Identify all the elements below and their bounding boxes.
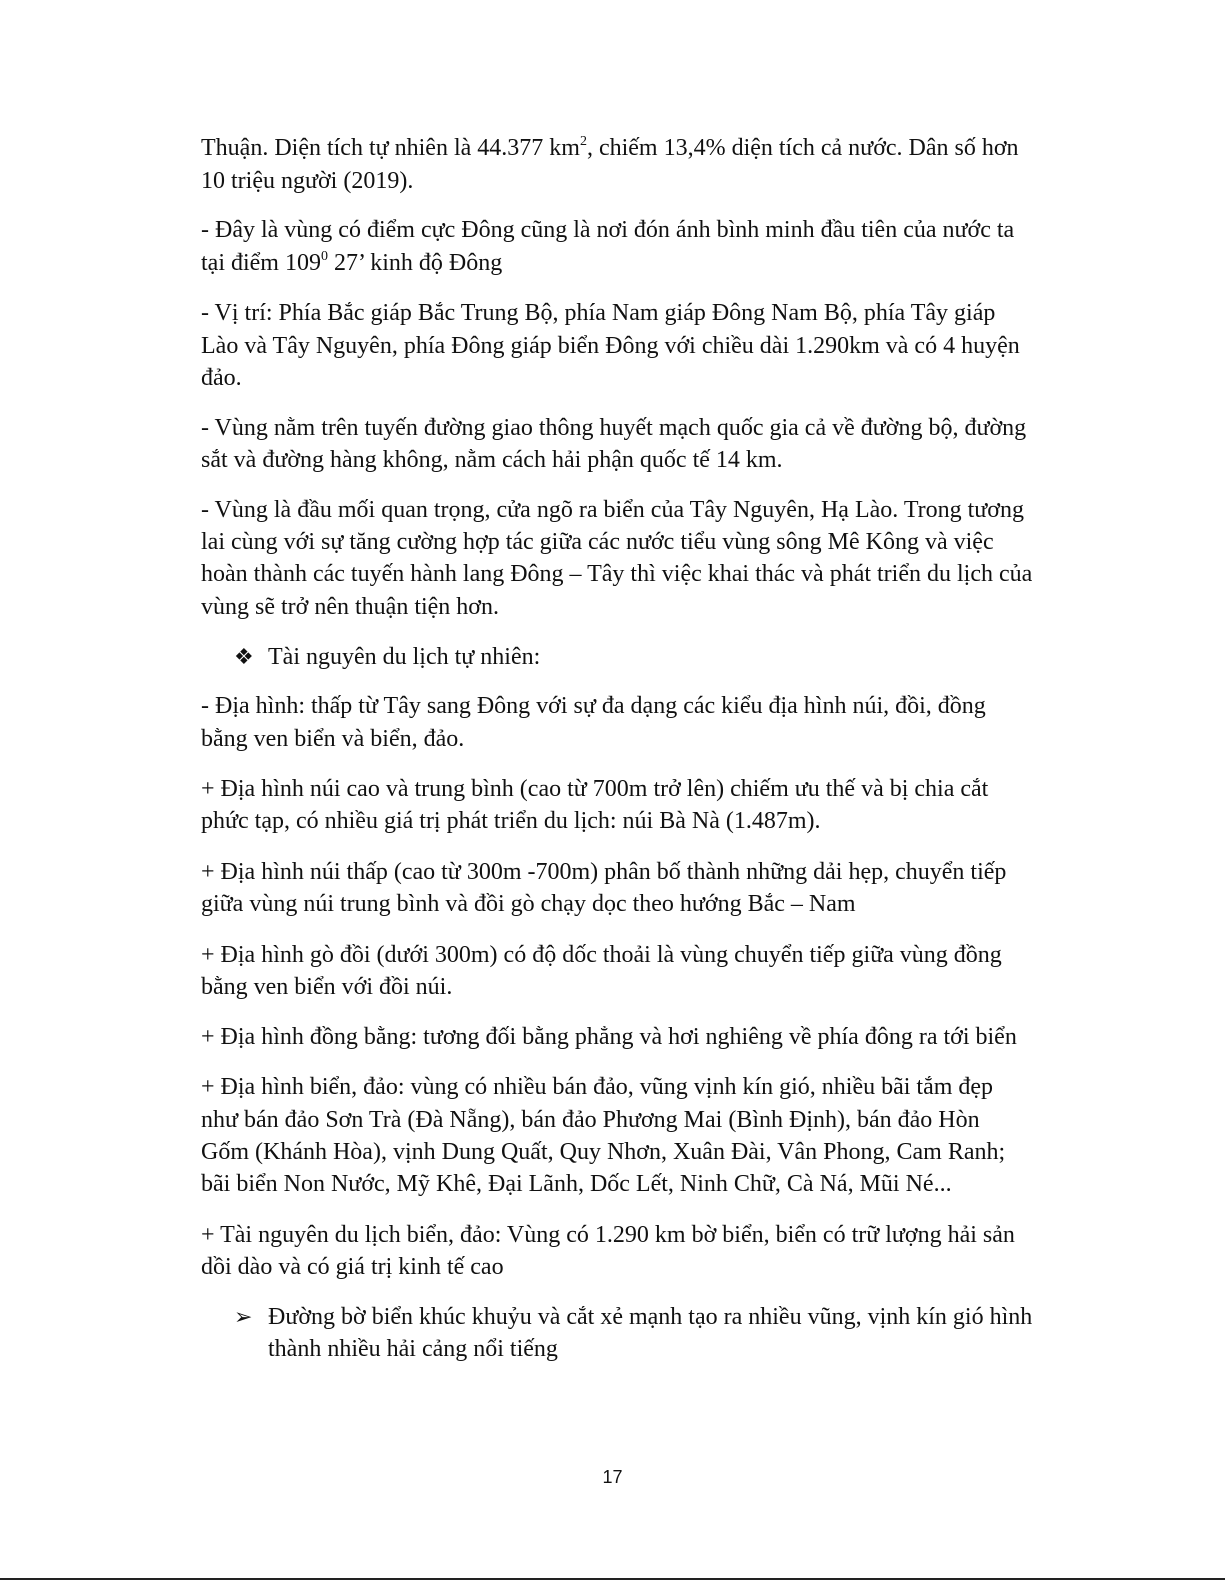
paragraph-sea-resources-line: + Tài nguyên du lịch biển, đảo: Vùng có 1.290 km bờ biển, biển có trữ lượng hải sản — [201, 1222, 1015, 1248]
page-bottom-divider — [0, 1578, 1225, 1580]
paragraph-gateway-line: lai cùng với sự tăng cường hợp tác giữa các nước tiểu vùng sông Mê Kông và việc — [201, 529, 994, 555]
diamond-bullet-icon: ❖ — [234, 644, 254, 669]
paragraph-location-line: - Vị trí: Phía Bắc giáp Bắc Trung Bộ, phía Nam giáp Đông Nam Bộ, phía Tây giáp — [201, 300, 996, 326]
paragraph-high-mountain-line: + Địa hình núi cao và trung bình (cao từ 700m trở lên) chiếm ưu thế và bị chia cắt — [201, 776, 989, 802]
text-run: tại điểm 109 — [201, 250, 321, 276]
paragraph-transport-line: - Vùng nằm trên tuyến đường giao thông huyết mạch quốc gia cả về đường bộ, đường — [201, 415, 1027, 441]
paragraph-hills-line: + Địa hình gò đồi (dưới 300m) có độ dốc thoải là vùng chuyển tiếp giữa vùng đồng — [201, 942, 1002, 968]
paragraph-transport-line: sắt và đường hàng không, nằm cách hải phận quốc tế 14 km. — [201, 447, 783, 473]
page-number: 17 — [602, 1467, 623, 1487]
text-run: Thuận. Diện tích tự nhiên là 44.377 km — [201, 135, 580, 161]
paragraph-low-mountain-line: giữa vùng núi trung bình và đồi gò chạy dọc theo hướng Bắc – Nam — [201, 891, 856, 917]
paragraph-sea-islands-line: bãi biển Non Nước, Mỹ Khê, Đại Lãnh, Dốc Lết, Ninh Chữ, Cà Ná, Mũi Né... — [201, 1171, 952, 1197]
arrow-item-line: Đường bờ biển khúc khuỷu và cắt xẻ mạnh tạo ra nhiều vũng, vịnh kín gió hình — [268, 1304, 1033, 1330]
paragraph-terrain-line: bằng ven biển và biển, đảo. — [201, 726, 465, 752]
paragraph-low-mountain-line: + Địa hình núi thấp (cao từ 300m -700m) phân bố thành những dải hẹp, chuyển tiếp — [201, 859, 1007, 885]
arrow-bullet-icon: ➢ — [234, 1304, 253, 1329]
paragraph-plains-line: + Địa hình đồng bằng: tương đối bằng phẳng và hơi nghiêng về phía đông ra tới biển — [201, 1024, 1017, 1050]
paragraph-area-line: 10 triệu người (2019). — [201, 168, 414, 194]
paragraph-hills-line: bằng ven biển với đồi núi. — [201, 974, 453, 1000]
paragraph-gateway-line: hoàn thành các tuyến hành lang Đông – Tây thì việc khai thác và phát triển du lịch của — [201, 561, 1033, 587]
paragraph-gateway-line: vùng sẽ trở nên thuận tiện hơn. — [201, 594, 499, 620]
paragraph-terrain-line: - Địa hình: thấp từ Tây sang Đông với sự đa dạng các kiểu địa hình núi, đồi, đồng — [201, 693, 986, 719]
superscript: 2 — [579, 134, 587, 149]
paragraph-sea-resources-line: dồi dào và có giá trị kinh tế cao — [201, 1254, 504, 1280]
paragraph-high-mountain-line: phức tạp, có nhiều giá trị phát triển du lịch: núi Bà Nà (1.487m). — [201, 808, 821, 834]
paragraph-sea-islands-line: + Địa hình biển, đảo: vùng có nhiều bán đảo, vũng vịnh kín gió, nhiều bãi tắm đẹp — [201, 1074, 994, 1100]
paragraph-location-line: Lào và Tây Nguyên, phía Đông giáp biển Đông với chiều dài 1.290km và có 4 huyện — [201, 333, 1020, 359]
paragraph-area-line — [201, 132, 1019, 164]
paragraph-easternmost-line: - Đây là vùng có điểm cực Đông cũng là nơi đón ánh bình minh đầu tiên của nước ta — [201, 217, 1015, 243]
text-run: , chiếm 13,4% diện tích cả nước. Dân số hơn — [586, 135, 1019, 161]
paragraph-sea-islands-line: như bán đảo Sơn Trà (Đà Nẵng), bán đảo Phương Mai (Bình Định), bán đảo Hòn — [201, 1107, 980, 1133]
arrow-item-line: thành nhiều hải cảng nổi tiếng — [268, 1336, 558, 1362]
section-heading: Tài nguyên du lịch tự nhiên: — [268, 644, 541, 670]
text-run: 27’ kinh độ Đông — [327, 250, 503, 276]
superscript: 0 — [320, 249, 328, 264]
paragraph-sea-islands-line: Gốm (Khánh Hòa), vịnh Dung Quất, Quy Nhơn, Xuân Đài, Vân Phong, Cam Ranh; — [201, 1139, 1006, 1165]
paragraph-easternmost-line — [201, 247, 502, 279]
paragraph-location-line: đảo. — [201, 365, 242, 391]
paragraph-gateway-line: - Vùng là đầu mối quan trọng, cửa ngõ ra biển của Tây Nguyên, Hạ Lào. Trong tương — [201, 497, 1024, 523]
